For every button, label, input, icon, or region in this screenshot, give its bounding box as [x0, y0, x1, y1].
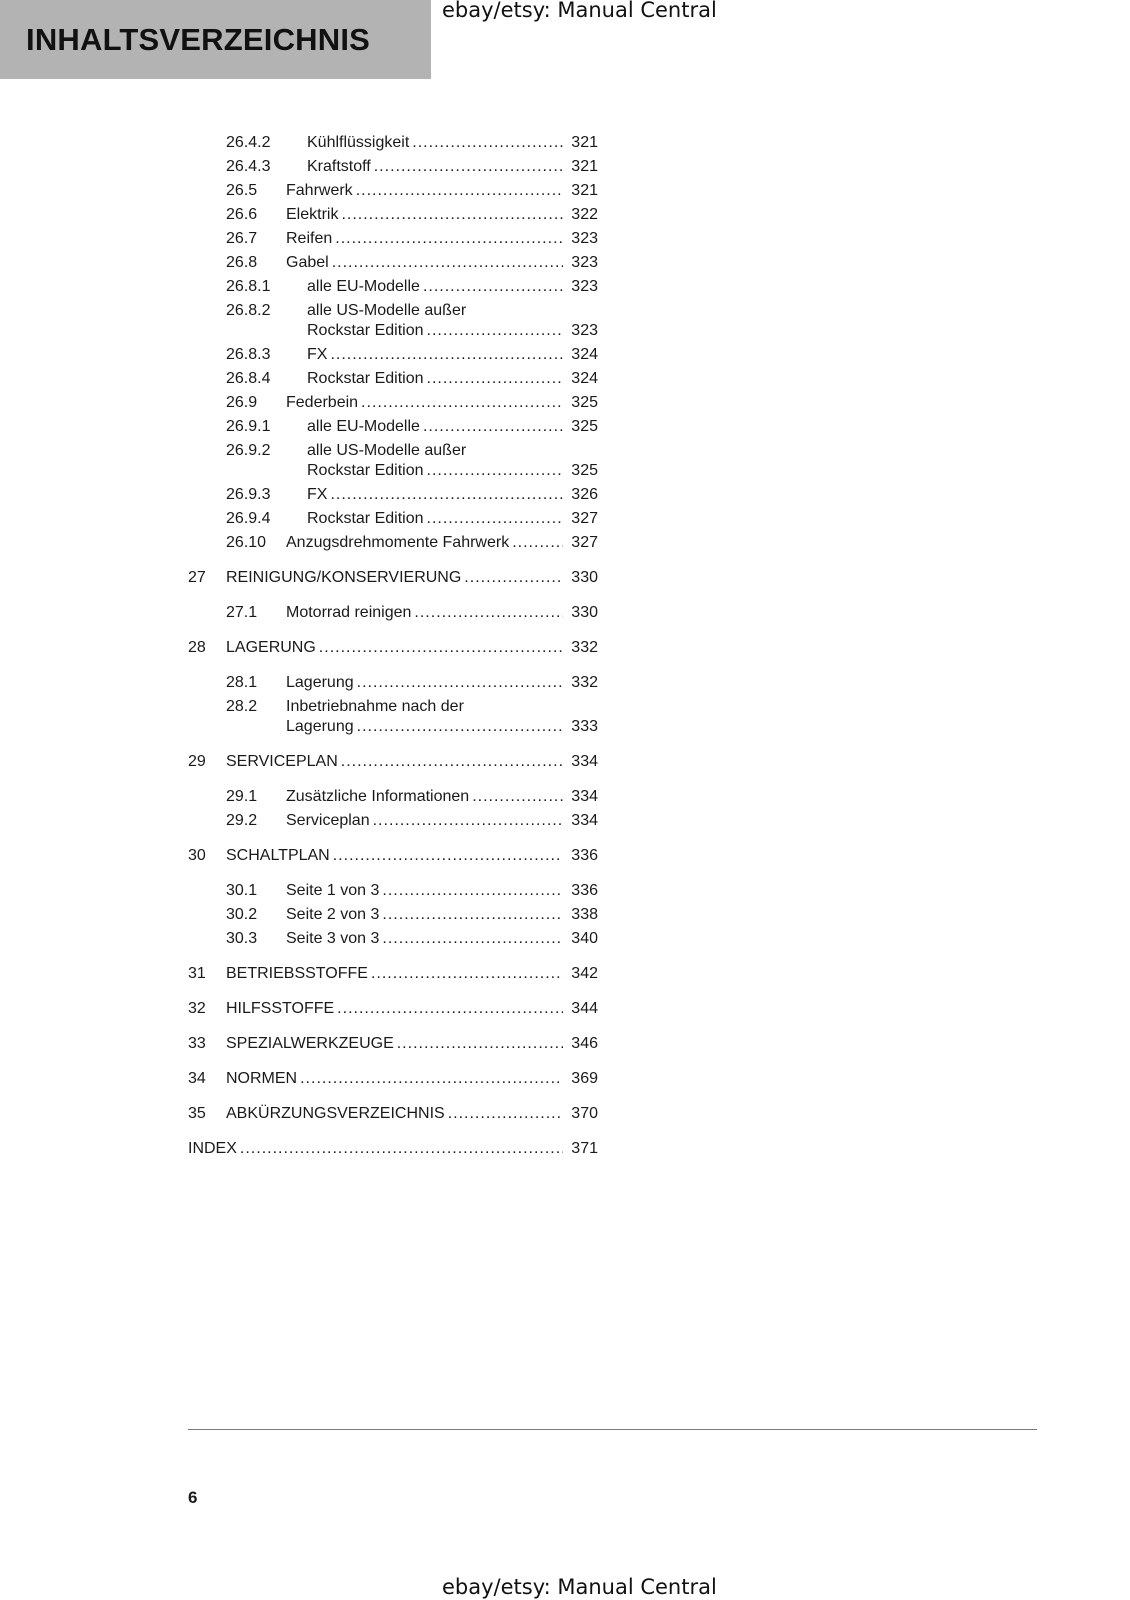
- toc-entry-page: 324: [571, 370, 598, 387]
- toc-entry-title: Seite 2 von 3: [286, 906, 380, 923]
- toc-chapter-title: HILFSSTOFFE: [226, 1000, 335, 1017]
- toc-entry-number: 26.6: [226, 206, 258, 223]
- dot-leader: [397, 1034, 563, 1054]
- toc-entry-number: 26.9: [226, 394, 258, 411]
- toc-chapter-page: 334: [571, 753, 598, 770]
- toc-chapter-page: 344: [571, 1000, 598, 1017]
- toc-entry-number: 26.7: [226, 230, 258, 247]
- toc-entry-page: 321: [571, 182, 598, 199]
- footer-divider: [188, 1429, 1037, 1430]
- toc-entry-title: alle EU-Modelle: [307, 418, 420, 435]
- dot-leader: [464, 568, 563, 588]
- toc-entry-number: 26.8.1: [226, 278, 271, 295]
- dot-leader: [472, 787, 563, 807]
- toc-entry-page: 324: [571, 346, 598, 363]
- toc-entry-page: 325: [571, 462, 598, 479]
- dot-leader: [337, 999, 563, 1019]
- dot-leader: [357, 673, 563, 693]
- dot-leader: [427, 369, 564, 389]
- toc-chapter-page: 332: [571, 639, 598, 656]
- toc-chapter-title: REINIGUNG/KONSERVIERUNG: [226, 569, 462, 586]
- dot-leader: [374, 157, 563, 177]
- toc-entry-page: 336: [571, 882, 598, 899]
- dot-leader: [448, 1104, 563, 1124]
- dot-leader: [300, 1069, 563, 1089]
- toc-chapter-number: 30: [188, 847, 206, 864]
- toc-entry-title: Motorrad reinigen: [286, 604, 412, 621]
- toc-entry-number: 26.8.2: [226, 302, 271, 319]
- toc-entry-page: 334: [571, 788, 598, 805]
- toc-entry-page: 323: [571, 230, 598, 247]
- dot-leader: [423, 277, 563, 297]
- toc-entry-number: 26.9.1: [226, 418, 271, 435]
- toc-chapter-page: 342: [571, 965, 598, 982]
- toc-entry-title: Anzugsdrehmomente Fahrwerk: [286, 534, 510, 551]
- dot-leader: [332, 253, 563, 273]
- toc-entry-title: Kühlflüssigkeit: [307, 134, 410, 151]
- toc-entry-title: FX: [307, 486, 328, 503]
- toc-chapter-title: LAGERUNG: [226, 639, 316, 656]
- dot-leader: [357, 717, 563, 737]
- toc-entry-title: Serviceplan: [286, 812, 370, 829]
- toc-entry-number: 28.1: [226, 674, 258, 691]
- toc-entry-number: 26.8: [226, 254, 258, 271]
- dot-leader: [361, 393, 563, 413]
- dot-leader: [335, 229, 563, 249]
- toc-entry-title: Lagerung: [286, 674, 354, 691]
- toc-entry-number: 26.8.3: [226, 346, 271, 363]
- toc-chapter-number: 35: [188, 1105, 206, 1122]
- toc-chapter-title: ABKÜRZUNGSVERZEICHNIS: [226, 1105, 445, 1122]
- toc-entry-page: 330: [571, 604, 598, 621]
- dot-leader: [356, 181, 563, 201]
- dot-leader: [373, 811, 563, 831]
- toc-chapter-number: 29: [188, 753, 206, 770]
- toc-entry-title: alle EU-Modelle: [307, 278, 420, 295]
- toc-chapter-number: 28: [188, 639, 206, 656]
- toc-entry-title: FX: [307, 346, 328, 363]
- toc-entry-title: Elektrik: [286, 206, 339, 223]
- toc-chapter-number: 33: [188, 1035, 206, 1052]
- toc-entry-number: 26.10: [226, 534, 267, 551]
- toc-chapter-title: SCHALTPLAN: [226, 847, 330, 864]
- dot-leader: [382, 929, 563, 949]
- toc-entry-number: 27.1: [226, 604, 258, 621]
- dot-leader: [333, 846, 563, 866]
- toc-entry-number: 26.9.2: [226, 442, 271, 459]
- toc-entry-title: Fahrwerk: [286, 182, 353, 199]
- dot-leader: [382, 881, 563, 901]
- toc-chapter-page: 370: [571, 1105, 598, 1122]
- toc-chapter-number: 32: [188, 1000, 206, 1017]
- toc-entry-page: 327: [571, 510, 598, 527]
- page-title: INHALTSVERZEICHNIS: [26, 22, 371, 57]
- toc-entry-number: 29.1: [226, 788, 258, 805]
- dot-leader: [330, 345, 563, 365]
- toc-entry-page: 326: [571, 486, 598, 503]
- watermark-bottom: ebay/etsy: Manual Central: [442, 1575, 717, 1599]
- toc-index-page: 371: [571, 1140, 598, 1157]
- toc-entry-page: 323: [571, 278, 598, 295]
- toc-entry-title: Federbein: [286, 394, 359, 411]
- page-number: 6: [188, 1488, 198, 1507]
- toc-entry-number: 30.3: [226, 930, 258, 947]
- toc-chapter-number: 31: [188, 965, 206, 982]
- dot-leader: [427, 461, 564, 481]
- toc-entry-page: 332: [571, 674, 598, 691]
- toc-chapter-number: 34: [188, 1070, 206, 1087]
- toc-chapter-title: SERVICEPLAN: [226, 753, 338, 770]
- toc-entry-number: 26.8.4: [226, 370, 271, 387]
- toc-entry-number: 26.9.3: [226, 486, 271, 503]
- toc-entry-page: 323: [571, 322, 598, 339]
- toc-entry-number: 30.1: [226, 882, 258, 899]
- toc-entry-title: Gabel: [286, 254, 329, 271]
- toc-entry-page: 333: [571, 718, 598, 735]
- toc-entry-number: 26.4.3: [226, 158, 271, 175]
- toc-entry-page: 325: [571, 418, 598, 435]
- toc-entry-number: 28.2: [226, 698, 258, 715]
- toc-chapter-number: 27: [188, 569, 206, 586]
- dot-leader: [371, 964, 563, 984]
- toc-entry-page: 321: [571, 134, 598, 151]
- header-bar: [0, 0, 431, 79]
- dot-leader: [382, 905, 563, 925]
- toc-entry-title: Reifen: [286, 230, 333, 247]
- toc-entry-number: 26.9.4: [226, 510, 271, 527]
- toc-entry-page: 325: [571, 394, 598, 411]
- toc-entry-title-line1: alle US-Modelle außer: [307, 302, 467, 319]
- dot-leader: [414, 603, 563, 623]
- toc-entry-title: Rockstar Edition: [307, 370, 424, 387]
- toc-entry-title: Seite 3 von 3: [286, 930, 380, 947]
- toc-chapter-page: 330: [571, 569, 598, 586]
- toc-entry-page: 334: [571, 812, 598, 829]
- dot-leader: [512, 533, 563, 553]
- dot-leader: [427, 509, 564, 529]
- toc-entry-page: 323: [571, 254, 598, 271]
- toc-entry-page: 338: [571, 906, 598, 923]
- toc-chapter-title: BETRIEBSSTOFFE: [226, 965, 368, 982]
- toc-entry-page: 340: [571, 930, 598, 947]
- toc-entry-page: 321: [571, 158, 598, 175]
- toc-entry-number: 29.2: [226, 812, 258, 829]
- toc-entry-title-line1: Inbetriebnahme nach der: [286, 698, 464, 715]
- toc-entry-page: 322: [571, 206, 598, 223]
- watermark-top: ebay/etsy: Manual Central: [442, 0, 717, 22]
- toc-entry-title: Zusätzliche Informationen: [286, 788, 470, 805]
- dot-leader: [330, 485, 563, 505]
- toc-entry-title-line1: alle US-Modelle außer: [307, 442, 467, 459]
- toc-entry-number: 30.2: [226, 906, 258, 923]
- toc-entry-title: Seite 1 von 3: [286, 882, 380, 899]
- toc-entry-title: Lagerung: [286, 718, 354, 735]
- toc-chapter-page: 336: [571, 847, 598, 864]
- toc-chapter-page: 346: [571, 1035, 598, 1052]
- dot-leader: [341, 752, 563, 772]
- dot-leader: [341, 205, 563, 225]
- toc-entry-title: Rockstar Edition: [307, 462, 424, 479]
- dot-leader: [240, 1139, 563, 1159]
- dot-leader: [319, 638, 563, 658]
- toc-index-title: INDEX: [188, 1140, 237, 1157]
- toc-chapter-page: 369: [571, 1070, 598, 1087]
- toc-entry-page: 327: [571, 534, 598, 551]
- dot-leader: [412, 133, 563, 153]
- toc-entry-title: Rockstar Edition: [307, 322, 424, 339]
- toc-entry-number: 26.4.2: [226, 134, 271, 151]
- toc-entry-title: Kraftstoff: [307, 158, 371, 175]
- toc-chapter-title: NORMEN: [226, 1070, 298, 1087]
- dot-leader: [423, 417, 563, 437]
- dot-leader: [427, 321, 564, 341]
- toc-chapter-title: SPEZIALWERKZEUGE: [226, 1035, 394, 1052]
- toc-entry-number: 26.5: [226, 182, 258, 199]
- toc-entry-title: Rockstar Edition: [307, 510, 424, 527]
